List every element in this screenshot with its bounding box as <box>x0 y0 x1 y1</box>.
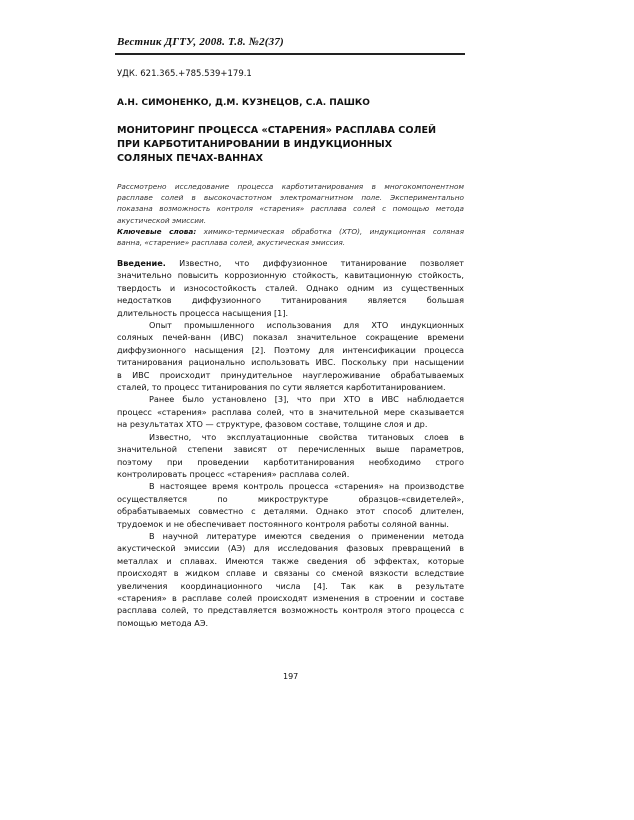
body-line: значительной степени зависят от перечисленных выше параметров, <box>117 444 464 455</box>
body-line: в ИВС происходит принудительное науглероживание обрабатываемых <box>117 369 464 380</box>
body-line: увеличения координационного числа [4]. Так как в результате <box>117 580 464 591</box>
body-line: соляных печей-ванн (ИВС) показал значительное сокращение времени <box>117 332 464 343</box>
body-line: Опыт промышленного использования для ХТО индукционных <box>149 320 464 331</box>
body-line: трудоемок и не обеспечивает постоянного контроля работы соляной ванны. <box>117 518 449 529</box>
body-line: осуществляется по микроструктуре образцов-«свидетелей», <box>117 493 464 504</box>
body-line: В настоящее время контроль процесса «старения» на производстве <box>149 481 464 492</box>
body-line: титанирования рационально использовать ИВС. Поскольку при насыщении <box>117 357 464 368</box>
body-line: помощью метода АЭ. <box>117 617 209 628</box>
keywords-line <box>117 226 464 237</box>
abstract-line: Рассмотрено исследование процесса карботитанирования в многокомпонентном <box>117 182 464 191</box>
abstract-line: акустической эмиссии. <box>117 215 207 225</box>
body-line: процесс «старения» расплава солей, что в значительной мере сказывается <box>117 406 464 417</box>
page-number: 197 <box>283 672 299 681</box>
body-line: недостатков диффузионного титанирования является большая <box>117 295 464 306</box>
keywords-line: ванна, «старение» расплава солей, акустическая эмиссия. <box>117 237 346 247</box>
body-line: на результатах ХТО — структуре, фазовом составе, толщине слоя и др. <box>117 419 428 430</box>
body-line: Известно, что эксплуатационные свойства титановых слоев в <box>149 431 464 442</box>
body-line: контролировать процесс «старения» расплава солей. <box>117 468 350 479</box>
header-rule <box>115 53 465 55</box>
body-line: акустической эмиссии (АЭ) для исследования фазовых превращений в <box>117 543 464 554</box>
body-text: Известно, что диффузионное титанирование позволяет <box>165 258 464 268</box>
title-line: МОНИТОРИНГ ПРОЦЕССА «СТАРЕНИЯ» РАСПЛАВА СОЛЕЙ <box>117 125 437 136</box>
body-line: происходят в жидком сплаве и связаны со сменой вязкости вследствие <box>117 568 464 579</box>
udk-code: УДК. 621.365.+785.539+179.1 <box>117 69 252 79</box>
article-title <box>117 124 447 166</box>
authors: А.Н. СИМОНЕНКО, Д.М. КУЗНЕЦОВ, С.А. ПАШКО <box>117 98 370 108</box>
intro-label: Введение. <box>117 258 166 268</box>
body-line: диффузионного насыщения [2]. Поэтому для интенсификации процесса <box>117 344 464 355</box>
keywords-text: химико-термическая обработка (ХТО), индукционная соляная <box>196 226 464 236</box>
journal-header: Вестник ДГТУ, 2008. Т.8. №2(37) <box>117 36 284 48</box>
body-line: поэтому при проведении карботитанирования необходимо строго <box>117 456 464 467</box>
body-line: сталей, то процесс титанирования по сути является карботитанированием. <box>117 382 446 393</box>
body-line <box>117 257 464 269</box>
body-line: В научной литературе имеются сведения о применении метода <box>149 530 464 541</box>
body-line: значительно повысить коррозионную стойкость, кавитационную стойкость, <box>117 270 464 281</box>
body-line: длительность процесса насыщения [1]. <box>117 307 289 318</box>
body-line: «старения» в расплаве солей происходят изменения в строении и составе <box>117 592 464 603</box>
abstract-line: показана возможность контроля «старения» расплава солей с помощью метода <box>117 204 464 214</box>
keywords-label: Ключевые слова: <box>117 226 197 236</box>
body-line: обрабатываемых совместно с деталями. Однако этот способ длителен, <box>117 506 464 517</box>
title-line: ПРИ КАРБОТИТАНИРОВАНИИ В ИНДУКЦИОННЫХ <box>117 139 393 150</box>
body-line: Ранее было установлено [3], что при ХТО в ИВС наблюдается <box>149 394 464 405</box>
abstract-line: расплаве солей в высокочастотном электромагнитном поле. Экспериментально <box>117 193 464 203</box>
body-line: твердость и износостойкость сталей. Однако одним из существенных <box>117 282 464 293</box>
title-line: СОЛЯНЫХ ПЕЧАХ-ВАННАХ <box>117 153 264 164</box>
abstract <box>117 181 464 248</box>
body-line: расплава солей, то представляется возможность контроля этого процесса с <box>117 605 464 616</box>
body-line: металлах и сплавах. Имеются также сведения об эффектах, которые <box>117 555 464 566</box>
article-body <box>117 257 464 629</box>
